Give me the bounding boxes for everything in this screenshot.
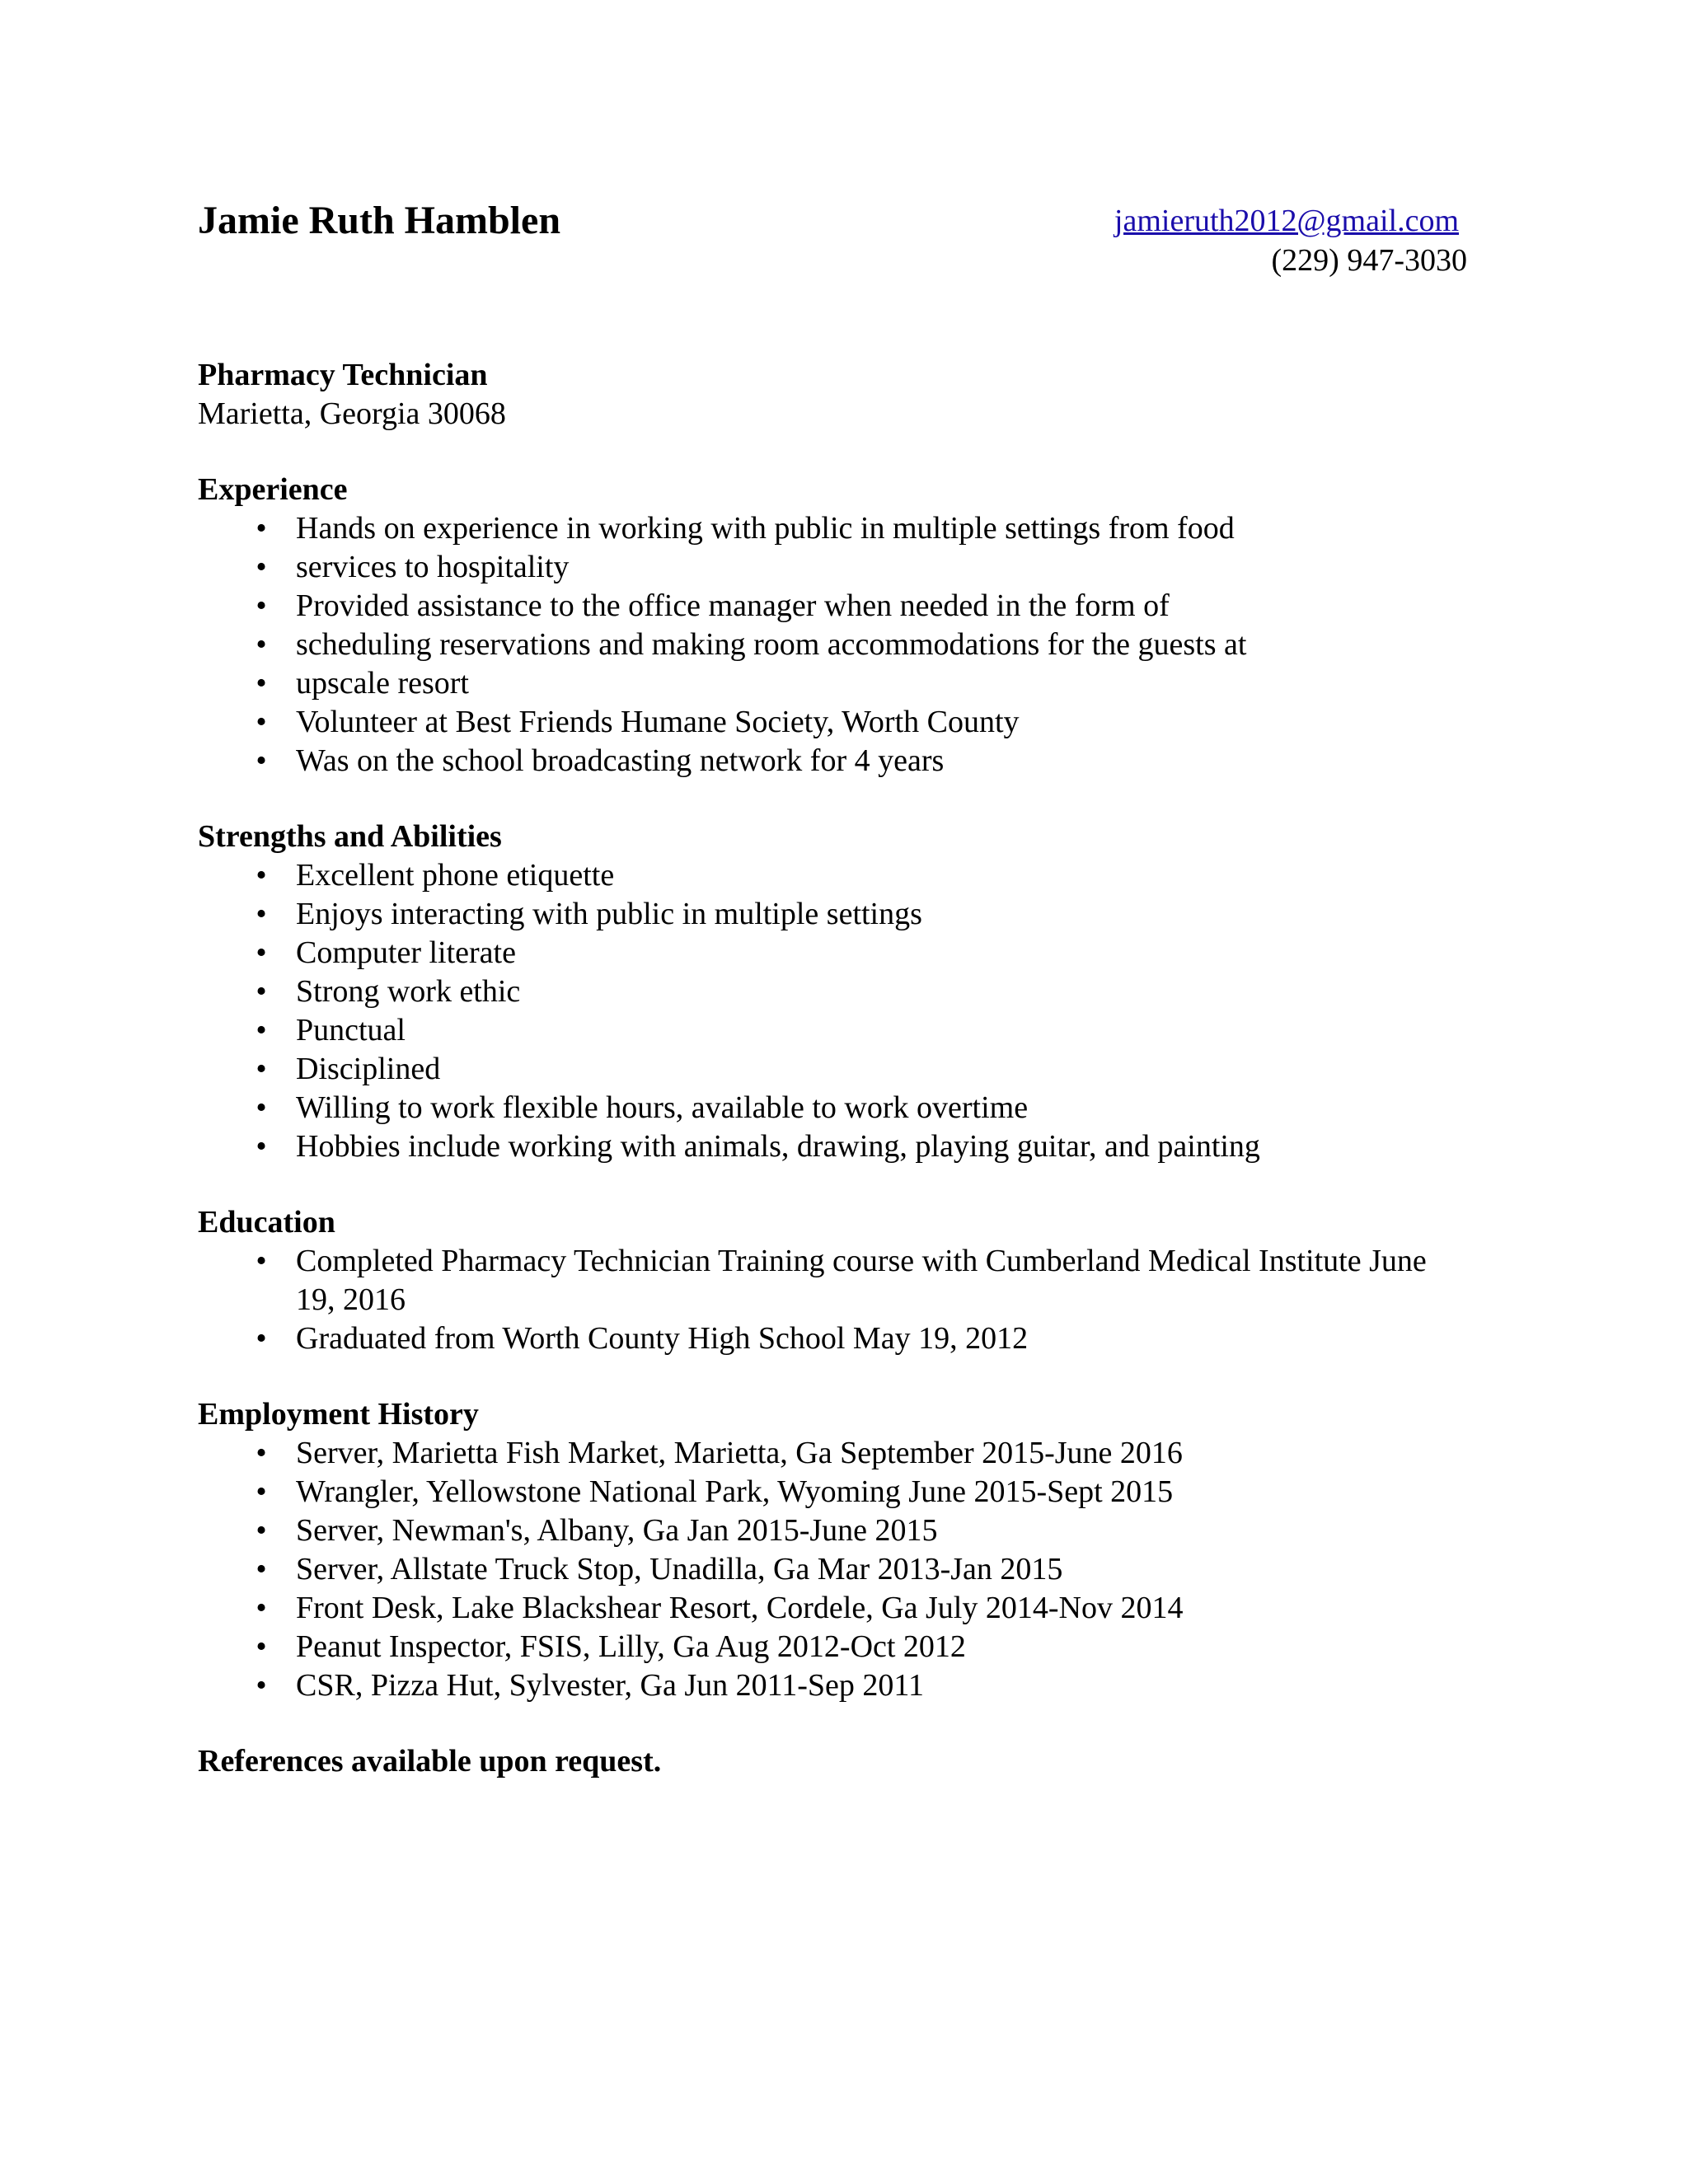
location: Marietta, Georgia 30068 (198, 396, 506, 431)
phone-number: (229) 947-3030 (1271, 243, 1467, 278)
bullet-icon: • (256, 1474, 267, 1509)
list-item-text: Enjoys interacting with public in multiple settings (296, 897, 922, 931)
list-item (198, 548, 1467, 587)
experience-list (198, 509, 1467, 780)
bullet-icon: • (256, 897, 267, 931)
list-item-text: Provided assistance to the office manager when needed in the form of (296, 588, 1170, 623)
list-item (198, 1628, 1467, 1666)
email-link[interactable]: jamieruth2012@gmail.com (1114, 204, 1459, 238)
list-item (198, 1011, 1467, 1050)
list-item (198, 856, 1467, 895)
list-item (198, 1127, 1467, 1166)
list-item (198, 1589, 1467, 1628)
list-item-text: services to hospitality (296, 550, 570, 584)
bullet-icon: • (256, 858, 267, 893)
list-item-text: CSR, Pizza Hut, Sylvester, Ga Jun 2011-Sep 2011 (296, 1668, 924, 1703)
bullet-icon: • (256, 1244, 267, 1278)
applicant-name: Jamie Ruth Hamblen (198, 199, 561, 242)
resume-header (198, 198, 1467, 288)
bullet-icon: • (256, 666, 267, 701)
list-item-text: Was on the school broadcasting network for 4 years (296, 743, 945, 778)
list-item-text: Willing to work flexible hours, available to work overtime (296, 1090, 1029, 1125)
employment-section (198, 1395, 1467, 1705)
list-item (198, 1050, 1467, 1089)
list-item-text: Volunteer at Best Friends Humane Society, Worth County (296, 705, 1020, 739)
bullet-icon: • (256, 1552, 267, 1586)
list-item (198, 934, 1467, 972)
list-item-text: Peanut Inspector, FSIS, Lilly, Ga Aug 2012-Oct 2012 (296, 1629, 966, 1664)
list-item (198, 664, 1467, 703)
list-item-text: Punctual (296, 1013, 406, 1047)
bullet-icon: • (256, 1129, 267, 1164)
bullet-icon: • (256, 1591, 267, 1625)
list-item (198, 1511, 1467, 1550)
bullet-icon: • (256, 1090, 267, 1125)
education-list (198, 1242, 1467, 1358)
bullet-icon: • (256, 1013, 267, 1047)
references-note: References available upon request. (198, 1744, 662, 1779)
experience-section (198, 471, 1467, 780)
list-item-text: Computer literate (296, 935, 516, 970)
bullet-icon: • (256, 1052, 267, 1086)
strengths-heading: Strengths and Abilities (198, 819, 502, 854)
list-item-text: Hobbies include working with animals, drawing, playing guitar, and painting (296, 1129, 1260, 1164)
list-item (198, 1089, 1467, 1127)
list-item (198, 972, 1467, 1011)
list-item (198, 1319, 1467, 1358)
list-item (198, 1666, 1467, 1705)
list-item (198, 1242, 1467, 1319)
resume-page (198, 198, 1467, 1781)
education-section (198, 1203, 1467, 1358)
employment-list (198, 1434, 1467, 1705)
list-item-text: Server, Marietta Fish Market, Marietta, Ga September 2015-June 2016 (296, 1436, 1183, 1470)
bullet-icon: • (256, 550, 267, 584)
objective-block (198, 356, 1467, 434)
list-item-text: Completed Pharmacy Technician Training course with Cumberland Medical Institute June 19, 2016 (296, 1244, 1427, 1317)
bullet-icon: • (256, 705, 267, 739)
bullet-icon: • (256, 1321, 267, 1356)
list-item (198, 703, 1467, 742)
list-item-text: Graduated from Worth County High School May 19, 2012 (296, 1321, 1029, 1356)
list-item (198, 509, 1467, 548)
bullet-icon: • (256, 1629, 267, 1664)
list-item-text: Server, Allstate Truck Stop, Unadilla, Ga Mar 2013-Jan 2015 (296, 1552, 1063, 1586)
list-item-text: Strong work ethic (296, 974, 521, 1009)
strengths-list (198, 856, 1467, 1166)
list-item-text: Server, Newman's, Albany, Ga Jan 2015-June 2015 (296, 1513, 938, 1548)
list-item (198, 1434, 1467, 1473)
list-item-text: Disciplined (296, 1052, 441, 1086)
bullet-icon: • (256, 1668, 267, 1703)
job-title: Pharmacy Technician (198, 358, 488, 392)
experience-heading: Experience (198, 472, 348, 507)
list-item (198, 1473, 1467, 1511)
list-item-text: Wrangler, Yellowstone National Park, Wyoming June 2015-Sept 2015 (296, 1474, 1174, 1509)
bullet-icon: • (256, 1436, 267, 1470)
list-item-text: Hands on experience in working with public in multiple settings from food (296, 511, 1235, 546)
list-item (198, 626, 1467, 664)
bullet-icon: • (256, 743, 267, 778)
bullet-icon: • (256, 1513, 267, 1548)
list-item (198, 742, 1467, 780)
list-item (198, 895, 1467, 934)
list-item (198, 587, 1467, 626)
list-item-text: scheduling reservations and making room accommodations for the guests at (296, 627, 1247, 662)
list-item-text: Front Desk, Lake Blackshear Resort, Cordele, Ga July 2014-Nov 2014 (296, 1591, 1184, 1625)
bullet-icon: • (256, 588, 267, 623)
list-item-text: Excellent phone etiquette (296, 858, 615, 893)
bullet-icon: • (256, 935, 267, 970)
list-item-text: upscale resort (296, 666, 469, 701)
list-item (198, 1550, 1467, 1589)
bullet-icon: • (256, 511, 267, 546)
bullet-icon: • (256, 974, 267, 1009)
bullet-icon: • (256, 627, 267, 662)
employment-heading: Employment History (198, 1397, 479, 1432)
strengths-section (198, 818, 1467, 1166)
education-heading: Education (198, 1205, 335, 1240)
